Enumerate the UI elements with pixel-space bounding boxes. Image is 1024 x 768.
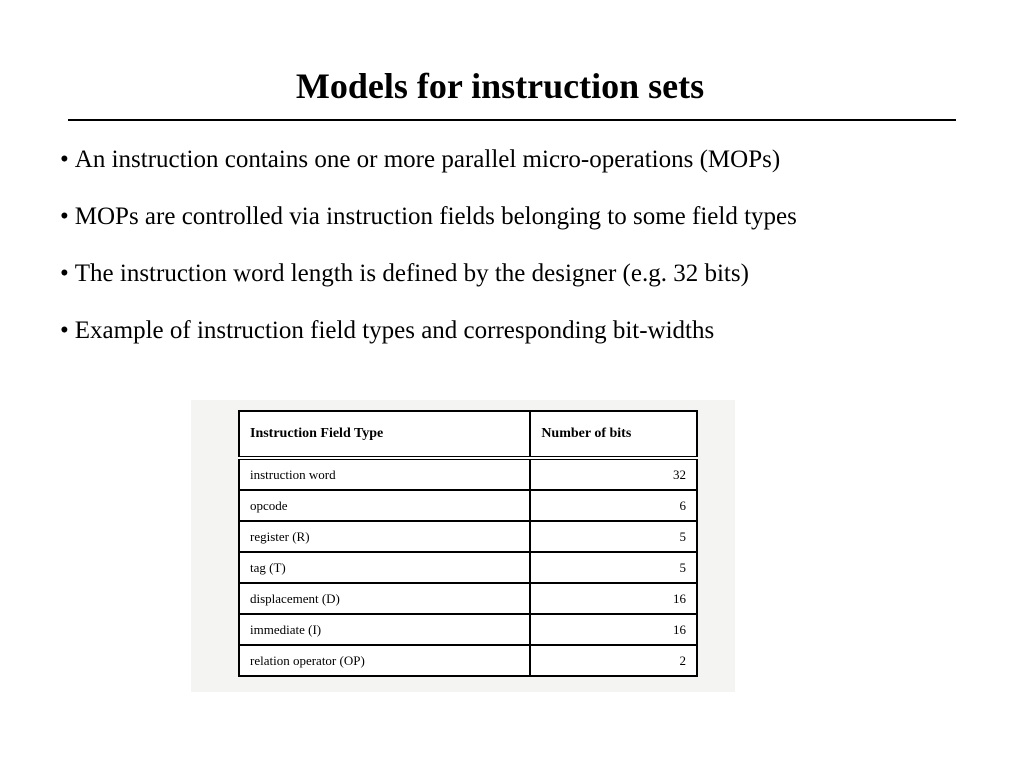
bullet-list (60, 145, 1010, 373)
instruction-field-table (238, 410, 698, 677)
bullet-item (60, 259, 1010, 316)
table-row (239, 614, 697, 645)
bullet-item (60, 202, 1010, 259)
slide-title: Models for instruction sets (295, 66, 705, 106)
title-divider (68, 119, 956, 121)
field-type-cell: instruction word (239, 458, 530, 490)
bullet-text: Example of instruction field types and corresponding bit-widths (74, 317, 715, 344)
bullet-item (60, 145, 1010, 202)
header-field-type: Instruction Field Type (239, 411, 530, 458)
bullet-marker: • (60, 260, 69, 287)
field-type-cell: tag (T) (239, 552, 530, 583)
table-row (239, 552, 697, 583)
bullet-text: The instruction word length is defined by the designer (e.g. 32 bits) (74, 260, 749, 287)
bits-cell: 5 (530, 552, 697, 583)
field-type-cell: relation operator (OP) (239, 645, 530, 676)
field-type-cell: register (R) (239, 521, 530, 552)
bits-cell: 16 (530, 614, 697, 645)
bullet-item (60, 316, 1010, 373)
field-type-cell: displacement (D) (239, 583, 530, 614)
bits-cell: 32 (530, 458, 697, 490)
table-row (239, 583, 697, 614)
field-type-cell: immediate (I) (239, 614, 530, 645)
table-row (239, 458, 697, 490)
header-number-of-bits: Number of bits (530, 411, 697, 458)
bullet-marker: • (60, 146, 69, 173)
table-row (239, 645, 697, 676)
table-row (239, 490, 697, 521)
table-row (239, 521, 697, 552)
bullet-marker: • (60, 203, 69, 230)
bits-cell: 16 (530, 583, 697, 614)
bullet-marker: • (60, 317, 69, 344)
bits-cell: 5 (530, 521, 697, 552)
table-header-row (239, 411, 697, 458)
field-type-cell: opcode (239, 490, 530, 521)
bits-cell: 6 (530, 490, 697, 521)
bullet-text: An instruction contains one or more parallel micro-operations (MOPs) (74, 146, 781, 173)
bits-cell: 2 (530, 645, 697, 676)
bullet-text: MOPs are controlled via instruction fields belonging to some field types (74, 203, 797, 230)
